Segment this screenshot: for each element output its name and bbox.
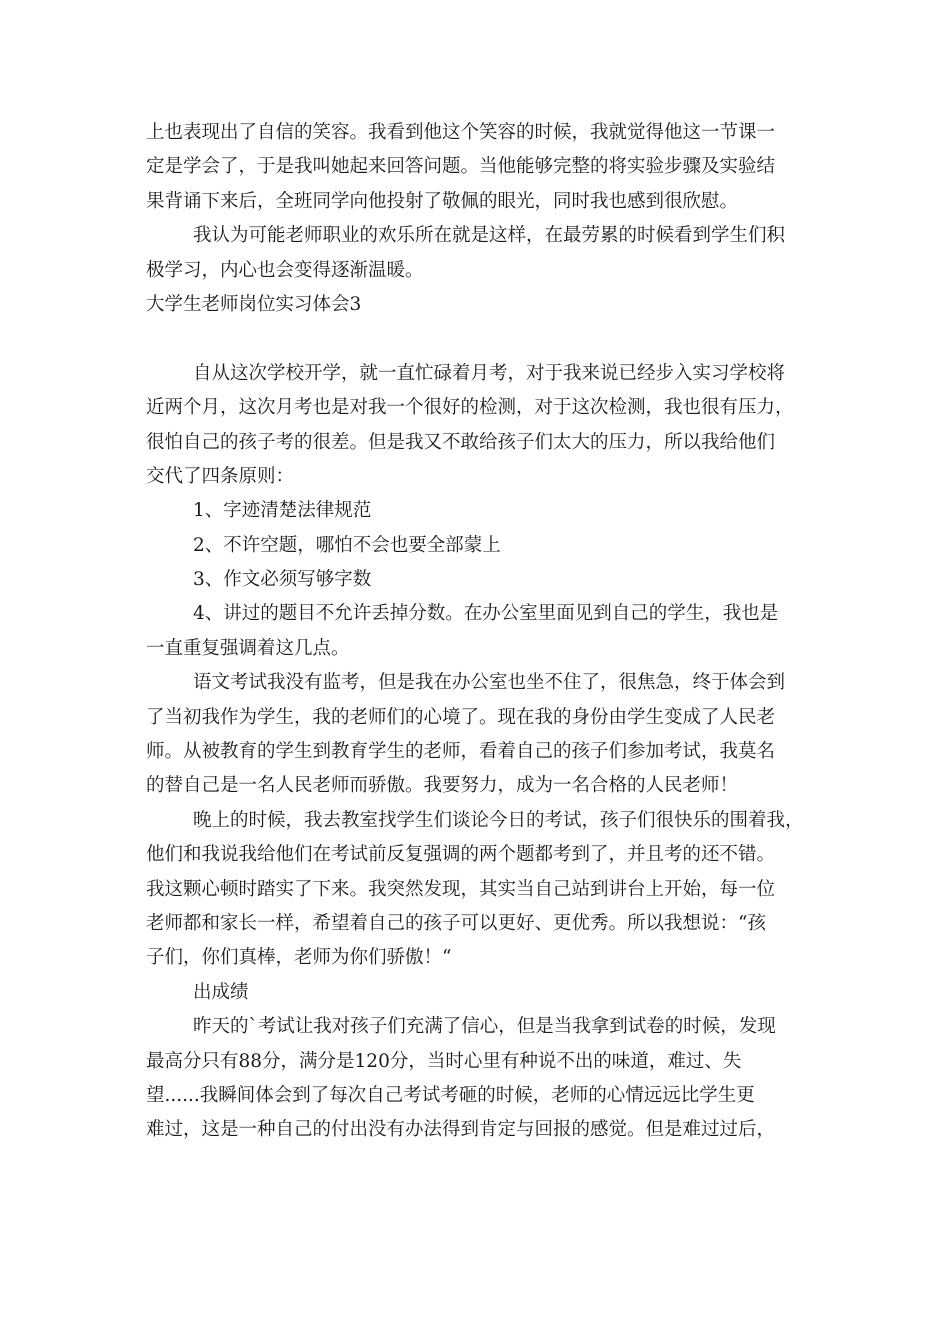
- text-line: 的替自己是一名人民老师而骄傲。我要努力，成为一名合格的人民老师！: [146, 775, 739, 797]
- text-line: 交代了四条原则：: [146, 465, 295, 487]
- text-line: 晚上的时候，我去教室找学生们谈论今日的考试，孩子们很快乐的围着我，: [193, 809, 804, 831]
- text-line: 2、不许空题，哪怕不会也要全部蒙上: [193, 534, 501, 556]
- text-line: 极学习，内心也会变得逐渐温暖。: [146, 259, 424, 281]
- blank-line: [146, 322, 822, 356]
- text-line: 1、字迹清楚法律规范: [193, 500, 372, 522]
- text-line: 昨天的`考试让我对孩子们充满了信心，但是当我拿到试卷的时候，发现: [193, 1016, 776, 1038]
- text-line: 很怕自己的孩子考的很差。但是我又不敢给孩子们太大的压力，所以我给他们: [146, 431, 776, 453]
- text-line: 语文考试我没有监考，但是我在办公室也坐不住了，很焦急，终于体会到: [193, 672, 786, 694]
- section-heading: 大学生老师岗位实习体会3: [146, 293, 362, 315]
- text-line: 老师都和家长一样，希望着自己的孩子可以更好、更优秀。所以我想说：“孩: [146, 912, 766, 934]
- text-line: 定是学会了，于是我叫她起来回答问题。当他能够完整的将实验步骤及实验结: [146, 156, 776, 178]
- document-body: [146, 116, 822, 1148]
- text-line: 我认为可能老师职业的欢乐所在就是这样，在最劳累的时候看到学生们积: [193, 225, 786, 247]
- text-line: 自从这次学校开学，就一直忙碌着月考，对于我来说已经步入实习学校将: [193, 362, 786, 384]
- text-line: 最高分只有88分，满分是120分，当时心里有种说不出的味道，难过、失: [146, 1050, 742, 1072]
- text-line: 了当初我作为学生，我的老师们的心境了。现在我的身份由学生变成了人民老: [146, 706, 776, 728]
- text-line: 上也表现出了自信的笑容。我看到他这个笑容的时候，我就觉得他这一节课一: [146, 122, 776, 143]
- text-line: 4、讲过的题目不允许丢掉分数。在办公室里面见到自己的学生，我也是: [193, 603, 779, 625]
- text-line: 我这颗心顿时踏实了下来。我突然发现，其实当自己站到讲台上开始，每一位: [146, 878, 776, 900]
- text-line: 望......我瞬间体会到了每次自己考试考砸的时候，老师的心情远远比学生更: [146, 1084, 755, 1106]
- text-line: 他们和我说我给他们在考试前反复强调的两个题都考到了，并且考的还不错。: [146, 844, 776, 866]
- text-line: 近两个月，这次月考也是对我一个很好的检测，对于这次检测，我也很有压力，: [146, 397, 794, 419]
- text-line: 出成绩: [193, 981, 249, 1003]
- text-line: 一直重复强调着这几点。: [146, 637, 350, 659]
- text-line: 子们，你们真棒，老师为你们骄傲！“: [146, 947, 452, 969]
- text-line: 师。从被教育的学生到教育学生的老师，看着自己的孩子们参加考试，我莫名: [146, 741, 776, 763]
- text-line: 难过，这是一种自己的付出没有办法得到肯定与回报的感觉。但是难过过后，: [146, 1119, 776, 1141]
- text-line: 3、作文必须写够字数: [193, 569, 372, 591]
- text-line: 果背诵下来后，全班同学向他投射了敬佩的眼光，同时我也感到很欣慰。: [146, 190, 739, 212]
